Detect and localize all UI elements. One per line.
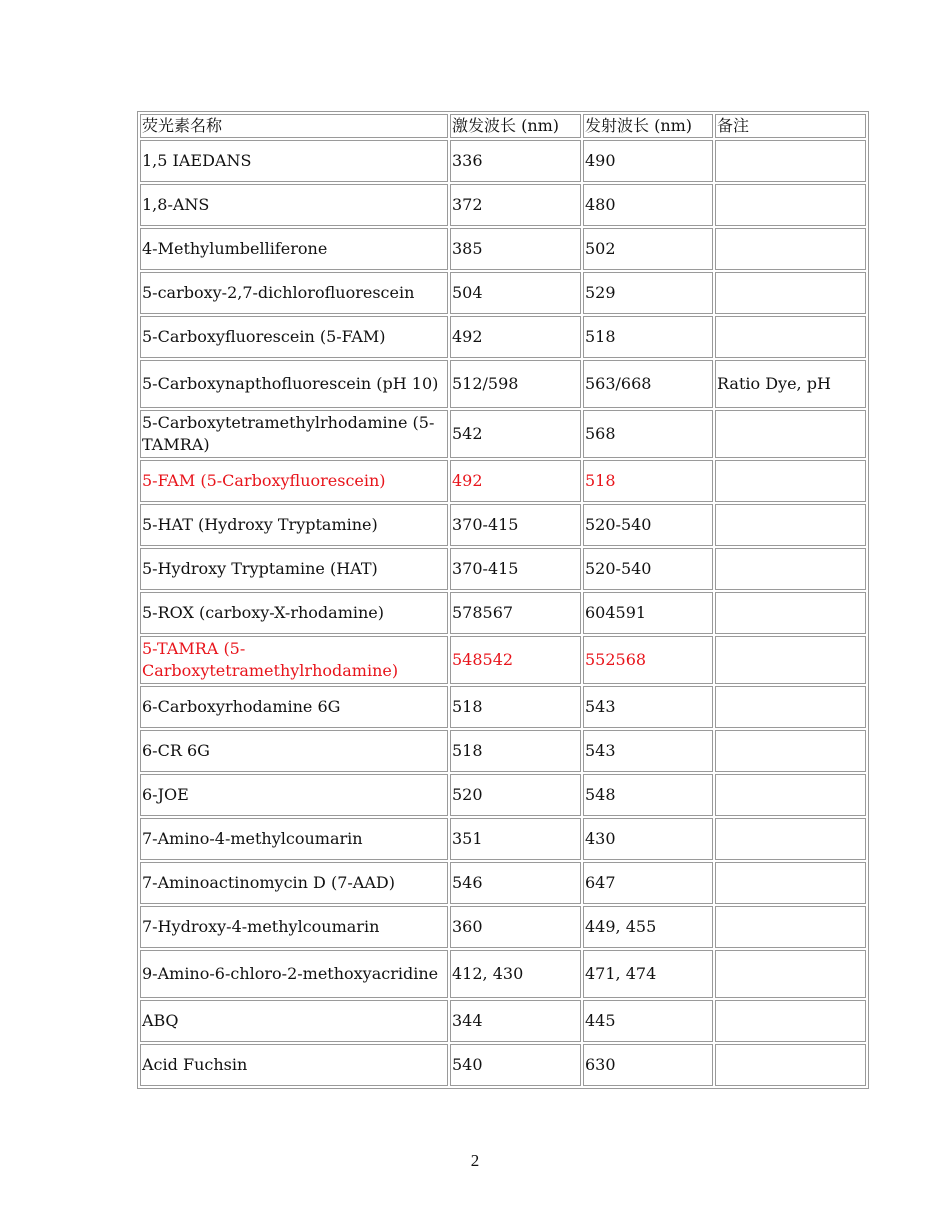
excitation-cell: 412, 430 xyxy=(450,950,581,998)
emission-cell: 490 xyxy=(583,140,713,182)
note-cell xyxy=(715,636,866,684)
header-notes: 备注 xyxy=(715,114,866,138)
emission-cell: 430 xyxy=(583,818,713,860)
emission-cell: 647 xyxy=(583,862,713,904)
note-cell xyxy=(715,1000,866,1042)
table-row xyxy=(140,504,866,546)
excitation-cell: 492 xyxy=(450,460,581,502)
fluorophore-name-cell: 1,8-ANS xyxy=(140,184,448,226)
table-body xyxy=(140,114,866,1086)
table-row xyxy=(140,906,866,948)
excitation-cell: 518 xyxy=(450,730,581,772)
fluorophore-name-cell: 5-Carboxyfluorescein (5-FAM) xyxy=(140,316,448,358)
note-cell xyxy=(715,504,866,546)
excitation-cell: 548542 xyxy=(450,636,581,684)
fluorophore-name-cell: 9-Amino-6-chloro-2-methoxyacridine xyxy=(140,950,448,998)
excitation-cell: 372 xyxy=(450,184,581,226)
table-row xyxy=(140,636,866,684)
emission-cell: 520-540 xyxy=(583,548,713,590)
emission-cell: 449, 455 xyxy=(583,906,713,948)
table-row xyxy=(140,774,866,816)
note-cell xyxy=(715,460,866,502)
emission-cell: 552568 xyxy=(583,636,713,684)
emission-cell: 529 xyxy=(583,272,713,314)
excitation-cell: 540 xyxy=(450,1044,581,1086)
excitation-cell: 351 xyxy=(450,818,581,860)
excitation-cell: 370-415 xyxy=(450,548,581,590)
fluorophore-name-cell: 5-ROX (carboxy-X-rhodamine) xyxy=(140,592,448,634)
emission-cell: 568 xyxy=(583,410,713,458)
emission-cell: 480 xyxy=(583,184,713,226)
excitation-cell: 370-415 xyxy=(450,504,581,546)
header-fluorophore-name: 荧光素名称 xyxy=(140,114,448,138)
fluorophore-name-cell: ABQ xyxy=(140,1000,448,1042)
note-cell xyxy=(715,1044,866,1086)
excitation-cell: 344 xyxy=(450,1000,581,1042)
emission-cell: 563/668 xyxy=(583,360,713,408)
fluorophore-name-cell: 5-Carboxytetramethylrhodamine (5-TAMRA) xyxy=(140,410,448,458)
note-cell xyxy=(715,184,866,226)
excitation-cell: 336 xyxy=(450,140,581,182)
excitation-cell: 578567 xyxy=(450,592,581,634)
page-number: 2 xyxy=(470,1151,480,1170)
note-cell xyxy=(715,548,866,590)
emission-cell: 471, 474 xyxy=(583,950,713,998)
fluorophore-name-cell: 6-JOE xyxy=(140,774,448,816)
fluorophore-name-cell: Acid Fuchsin xyxy=(140,1044,448,1086)
table-row xyxy=(140,184,866,226)
excitation-cell: 504 xyxy=(450,272,581,314)
excitation-cell: 518 xyxy=(450,686,581,728)
table-row xyxy=(140,592,866,634)
note-cell xyxy=(715,906,866,948)
table-row xyxy=(140,730,866,772)
note-cell xyxy=(715,410,866,458)
note-cell xyxy=(715,862,866,904)
emission-cell: 502 xyxy=(583,228,713,270)
table-row xyxy=(140,140,866,182)
table-row xyxy=(140,1044,866,1086)
table-row xyxy=(140,316,866,358)
note-cell: Ratio Dye, pH xyxy=(715,360,866,408)
table-row xyxy=(140,460,866,502)
fluorophore-name-cell: 5-Carboxynapthofluorescein (pH 10) xyxy=(140,360,448,408)
fluorophore-name-cell: 5-HAT (Hydroxy Tryptamine) xyxy=(140,504,448,546)
fluorophore-name-cell: 5-FAM (5-Carboxyfluorescein) xyxy=(140,460,448,502)
note-cell xyxy=(715,272,866,314)
table-row xyxy=(140,818,866,860)
excitation-cell: 492 xyxy=(450,316,581,358)
table-row xyxy=(140,410,866,458)
note-cell xyxy=(715,316,866,358)
emission-cell: 543 xyxy=(583,730,713,772)
note-cell xyxy=(715,592,866,634)
fluorophore-table xyxy=(137,111,869,1089)
emission-cell: 518 xyxy=(583,460,713,502)
note-cell xyxy=(715,228,866,270)
table-row xyxy=(140,360,866,408)
fluorophore-name-cell: 5-TAMRA (5-Carboxytetramethylrhodamine) xyxy=(140,636,448,684)
excitation-cell: 520 xyxy=(450,774,581,816)
emission-cell: 445 xyxy=(583,1000,713,1042)
header-emission-wavelength: 发射波长 (nm) xyxy=(583,114,713,138)
header-excitation-wavelength: 激发波长 (nm) xyxy=(450,114,581,138)
table-row xyxy=(140,862,866,904)
fluorophore-name-cell: 1,5 IAEDANS xyxy=(140,140,448,182)
fluorophore-name-cell: 6-CR 6G xyxy=(140,730,448,772)
emission-cell: 543 xyxy=(583,686,713,728)
excitation-cell: 546 xyxy=(450,862,581,904)
fluorophore-name-cell: 5-Hydroxy Tryptamine (HAT) xyxy=(140,548,448,590)
table-row xyxy=(140,228,866,270)
emission-cell: 604591 xyxy=(583,592,713,634)
table-row xyxy=(140,1000,866,1042)
note-cell xyxy=(715,950,866,998)
emission-cell: 518 xyxy=(583,316,713,358)
note-cell xyxy=(715,686,866,728)
note-cell xyxy=(715,774,866,816)
fluorophore-name-cell: 5-carboxy-2,7-dichlorofluorescein xyxy=(140,272,448,314)
note-cell xyxy=(715,140,866,182)
table-row xyxy=(140,686,866,728)
excitation-cell: 385 xyxy=(450,228,581,270)
fluorophore-name-cell: 7-Hydroxy-4-methylcoumarin xyxy=(140,906,448,948)
table-row xyxy=(140,950,866,998)
fluorophore-name-cell: 7-Aminoactinomycin D (7-AAD) xyxy=(140,862,448,904)
emission-cell: 520-540 xyxy=(583,504,713,546)
fluorophore-name-cell: 6-Carboxyrhodamine 6G xyxy=(140,686,448,728)
table-row xyxy=(140,548,866,590)
table-row xyxy=(140,272,866,314)
excitation-cell: 542 xyxy=(450,410,581,458)
emission-cell: 548 xyxy=(583,774,713,816)
note-cell xyxy=(715,818,866,860)
table-header-row xyxy=(140,114,866,138)
note-cell xyxy=(715,730,866,772)
emission-cell: 630 xyxy=(583,1044,713,1086)
fluorophore-name-cell: 4-Methylumbelliferone xyxy=(140,228,448,270)
fluorophore-name-cell: 7-Amino-4-methylcoumarin xyxy=(140,818,448,860)
excitation-cell: 512/598 xyxy=(450,360,581,408)
excitation-cell: 360 xyxy=(450,906,581,948)
